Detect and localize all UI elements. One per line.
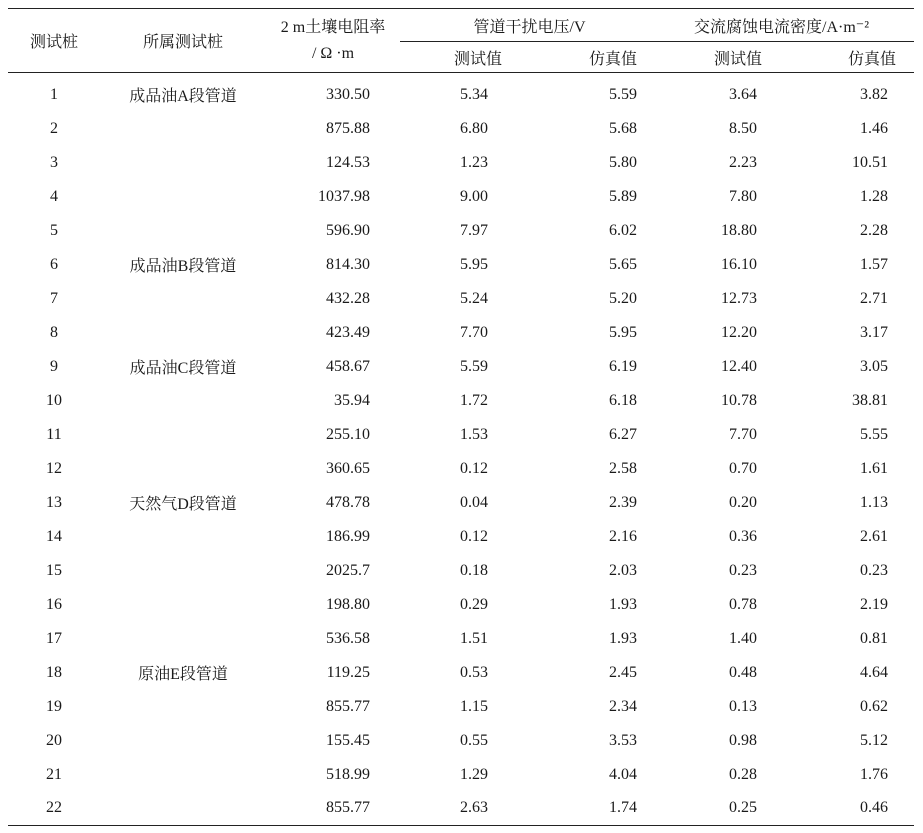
cell-current-simulated: 0.23 [860,561,889,579]
cell-section [100,316,266,350]
cell-voltage-simulated: 2.03 [609,561,638,579]
cell-current-measured: 0.98 [729,731,758,749]
cell-voltage-simulated: 3.53 [609,731,638,749]
cell-current-measured: 0.78 [729,595,758,613]
cell-section [100,146,266,180]
cell-current-simulated: 1.61 [860,459,889,477]
cell-section [100,452,266,486]
cell-section [100,724,266,758]
cell-test-pile: 15 [46,561,62,579]
cell-resistivity: 855.77 [326,697,370,715]
cell-current-simulated: 0.46 [800,792,914,826]
cell-resistivity: 155.45 [326,731,370,749]
cell-voltage-measured: 5.59 [460,357,488,375]
table-row [8,350,914,384]
cell-resistivity: 1037.98 [318,187,370,205]
cell-current-simulated: 2.19 [860,595,889,613]
cell-voltage-measured: 0.04 [460,493,488,511]
cell-voltage-measured: 0.29 [460,595,488,613]
cell-test-pile: 7 [50,289,58,307]
header-voltage-measured: 测试值 [400,42,530,73]
cell-resistivity: 35.94 [334,391,370,409]
cell-current-simulated: 0.81 [860,629,889,647]
cell-current-measured: 12.73 [721,289,758,307]
cell-test-pile: 22 [8,792,100,826]
cell-section: 原油E段管道 [138,666,228,683]
cell-test-pile: 3 [50,153,58,171]
cell-current-simulated: 5.12 [860,731,889,749]
table-body [8,73,914,826]
cell-resistivity: 255.10 [326,425,370,443]
cell-voltage-simulated: 2.39 [609,493,638,511]
table-row [8,418,914,452]
cell-test-pile: 10 [46,391,62,409]
cell-voltage-simulated: 2.45 [609,663,638,681]
cell-current-simulated: 3.05 [860,357,889,375]
cell-resistivity: 596.90 [326,221,370,239]
table-row [8,622,914,656]
cell-voltage-measured: 1.23 [460,153,488,171]
table-row [8,724,914,758]
table-row [8,656,914,690]
cell-voltage-simulated: 1.74 [530,792,649,826]
cell-section [100,180,266,214]
cell-voltage-simulated: 5.65 [609,255,638,273]
cell-current-simulated: 0.62 [860,697,889,715]
table-row [8,146,914,180]
table-row [8,316,914,350]
cell-voltage-measured: 1.15 [460,697,488,715]
cell-test-pile: 9 [50,357,58,375]
cell-test-pile: 19 [46,697,62,715]
cell-section [100,758,266,792]
table-row [8,73,914,112]
cell-current-measured: 18.80 [721,221,758,239]
cell-test-pile: 16 [46,595,62,613]
cell-current-simulated: 3.82 [860,85,889,103]
cell-voltage-simulated: 5.89 [609,187,638,205]
cell-section: 成品油A段管道 [129,88,237,106]
table-row [8,452,914,486]
cell-current-simulated: 2.61 [860,527,889,545]
cell-resistivity: 423.49 [326,323,370,341]
cell-test-pile: 8 [50,323,58,341]
cell-voltage-measured: 0.18 [460,561,488,579]
cell-section [100,588,266,622]
cell-voltage-measured: 1.29 [460,765,488,783]
table-row [8,248,914,282]
cell-voltage-simulated: 1.93 [609,629,638,647]
cell-resistivity: 2025.7 [326,561,370,579]
cell-voltage-simulated: 6.19 [609,357,638,375]
pipeline-test-table [8,8,914,826]
cell-voltage-simulated: 6.27 [609,425,638,443]
cell-section [100,282,266,316]
cell-resistivity: 432.28 [326,289,370,307]
header-resistivity-line2: / Ω ·m [311,44,355,62]
cell-voltage-measured: 5.34 [460,85,488,103]
cell-current-simulated: 5.55 [860,425,889,443]
cell-section [100,690,266,724]
data-table-container [8,8,914,826]
cell-resistivity: 186.99 [326,527,370,545]
cell-current-measured: 16.10 [721,255,758,273]
cell-test-pile: 1 [50,85,58,103]
cell-test-pile: 11 [46,425,62,443]
cell-voltage-measured: 7.70 [460,323,488,341]
table-row [8,486,914,520]
cell-voltage-measured: 0.53 [460,663,488,681]
cell-current-simulated: 3.17 [860,323,889,341]
header-section: 所属测试桩 [100,9,266,73]
cell-resistivity: 478.78 [326,493,370,511]
cell-current-simulated: 4.64 [860,663,889,681]
header-voltage-group: 管道干扰电压/V [400,9,649,42]
cell-current-measured: 2.23 [729,153,758,171]
header-test-pile: 测试桩 [8,9,100,73]
cell-voltage-simulated: 2.16 [609,527,638,545]
header-resistivity-line1: 2 m土壤电阻率 [280,18,386,36]
cell-resistivity: 198.80 [326,595,370,613]
cell-resistivity: 330.50 [326,85,370,103]
cell-voltage-measured: 5.24 [460,289,488,307]
header-current-group: 交流腐蚀电流密度/A·m⁻² [649,9,914,42]
cell-voltage-simulated: 6.18 [609,391,638,409]
cell-voltage-measured: 1.72 [460,391,488,409]
cell-voltage-simulated: 5.68 [609,119,638,137]
cell-test-pile: 14 [46,527,62,545]
cell-voltage-measured: 6.80 [460,119,488,137]
cell-voltage-simulated: 5.95 [609,323,638,341]
table-row [8,180,914,214]
cell-current-measured: 0.70 [729,459,758,477]
cell-test-pile: 21 [46,765,62,783]
cell-voltage-simulated: 5.20 [609,289,638,307]
cell-test-pile: 13 [46,493,62,511]
cell-resistivity: 124.53 [326,153,370,171]
cell-test-pile: 12 [46,459,62,477]
cell-current-measured: 0.48 [729,663,758,681]
cell-voltage-simulated: 2.58 [609,459,638,477]
table-row [8,588,914,622]
cell-current-measured: 12.20 [721,323,758,341]
cell-current-measured: 0.13 [729,697,758,715]
table-header [8,9,914,73]
cell-section [100,214,266,248]
cell-voltage-simulated: 6.02 [609,221,638,239]
cell-test-pile: 18 [46,663,62,681]
cell-section [100,112,266,146]
cell-current-simulated: 2.71 [860,289,889,307]
cell-voltage-simulated: 5.59 [609,85,638,103]
cell-section [100,418,266,452]
cell-current-measured: 7.70 [729,425,758,443]
cell-section [100,520,266,554]
cell-current-measured: 0.28 [729,765,758,783]
cell-current-measured: 1.40 [729,629,758,647]
cell-current-measured: 0.25 [649,792,800,826]
cell-resistivity: 536.58 [326,629,370,647]
cell-test-pile: 17 [46,629,62,647]
cell-section: 成品油C段管道 [129,360,237,377]
cell-current-simulated: 1.13 [860,493,889,511]
cell-current-measured: 0.36 [729,527,758,545]
cell-voltage-measured: 2.63 [400,792,530,826]
cell-resistivity: 875.88 [326,119,370,137]
cell-section [100,792,266,826]
table-row [8,384,914,418]
cell-voltage-measured: 7.97 [460,221,488,239]
cell-current-simulated: 1.28 [860,187,889,205]
cell-resistivity: 360.65 [326,459,370,477]
cell-resistivity: 458.67 [326,357,370,375]
cell-voltage-measured: 1.53 [460,425,488,443]
cell-voltage-measured: 0.12 [460,459,488,477]
cell-test-pile: 6 [50,255,58,273]
cell-current-simulated: 38.81 [852,391,889,409]
cell-resistivity: 119.25 [326,663,370,681]
table-row [8,554,914,588]
cell-current-measured: 0.23 [729,561,758,579]
cell-section [100,384,266,418]
table-row [8,792,914,826]
table-row [8,214,914,248]
header-resistivity [266,9,400,73]
cell-resistivity: 518.99 [326,765,370,783]
cell-voltage-simulated: 4.04 [609,765,638,783]
cell-voltage-measured: 9.00 [460,187,488,205]
header-voltage-simulated: 仿真值 [530,42,649,73]
cell-test-pile: 2 [50,119,58,137]
cell-current-simulated: 1.76 [860,765,889,783]
cell-current-measured: 12.40 [721,357,758,375]
table-row [8,282,914,316]
cell-section [100,622,266,656]
cell-current-measured: 7.80 [729,187,758,205]
cell-voltage-measured: 1.51 [460,629,488,647]
cell-section [100,554,266,588]
cell-voltage-simulated: 1.93 [609,595,638,613]
cell-voltage-measured: 0.55 [460,731,488,749]
cell-current-measured: 0.20 [729,493,758,511]
cell-current-measured: 10.78 [721,391,758,409]
cell-test-pile: 4 [50,187,58,205]
table-row [8,112,914,146]
cell-resistivity: 814.30 [326,255,370,273]
cell-voltage-simulated: 5.80 [609,153,638,171]
cell-current-simulated: 2.28 [860,221,889,239]
cell-voltage-measured: 5.95 [460,255,488,273]
cell-current-simulated: 10.51 [852,153,889,171]
cell-voltage-measured: 0.12 [460,527,488,545]
table-row [8,520,914,554]
header-current-simulated: 仿真值 [800,42,914,73]
cell-current-measured: 8.50 [729,119,758,137]
cell-test-pile: 20 [46,731,62,749]
cell-section: 成品油B段管道 [129,258,237,275]
cell-section: 天然气D段管道 [129,496,237,513]
cell-current-simulated: 1.46 [860,119,889,137]
cell-current-simulated: 1.57 [860,255,889,273]
cell-resistivity: 855.77 [266,792,400,826]
cell-current-measured: 3.64 [729,85,758,103]
header-current-measured: 测试值 [649,42,800,73]
cell-test-pile: 5 [50,221,58,239]
cell-voltage-simulated: 2.34 [609,697,638,715]
table-row [8,758,914,792]
table-row [8,690,914,724]
